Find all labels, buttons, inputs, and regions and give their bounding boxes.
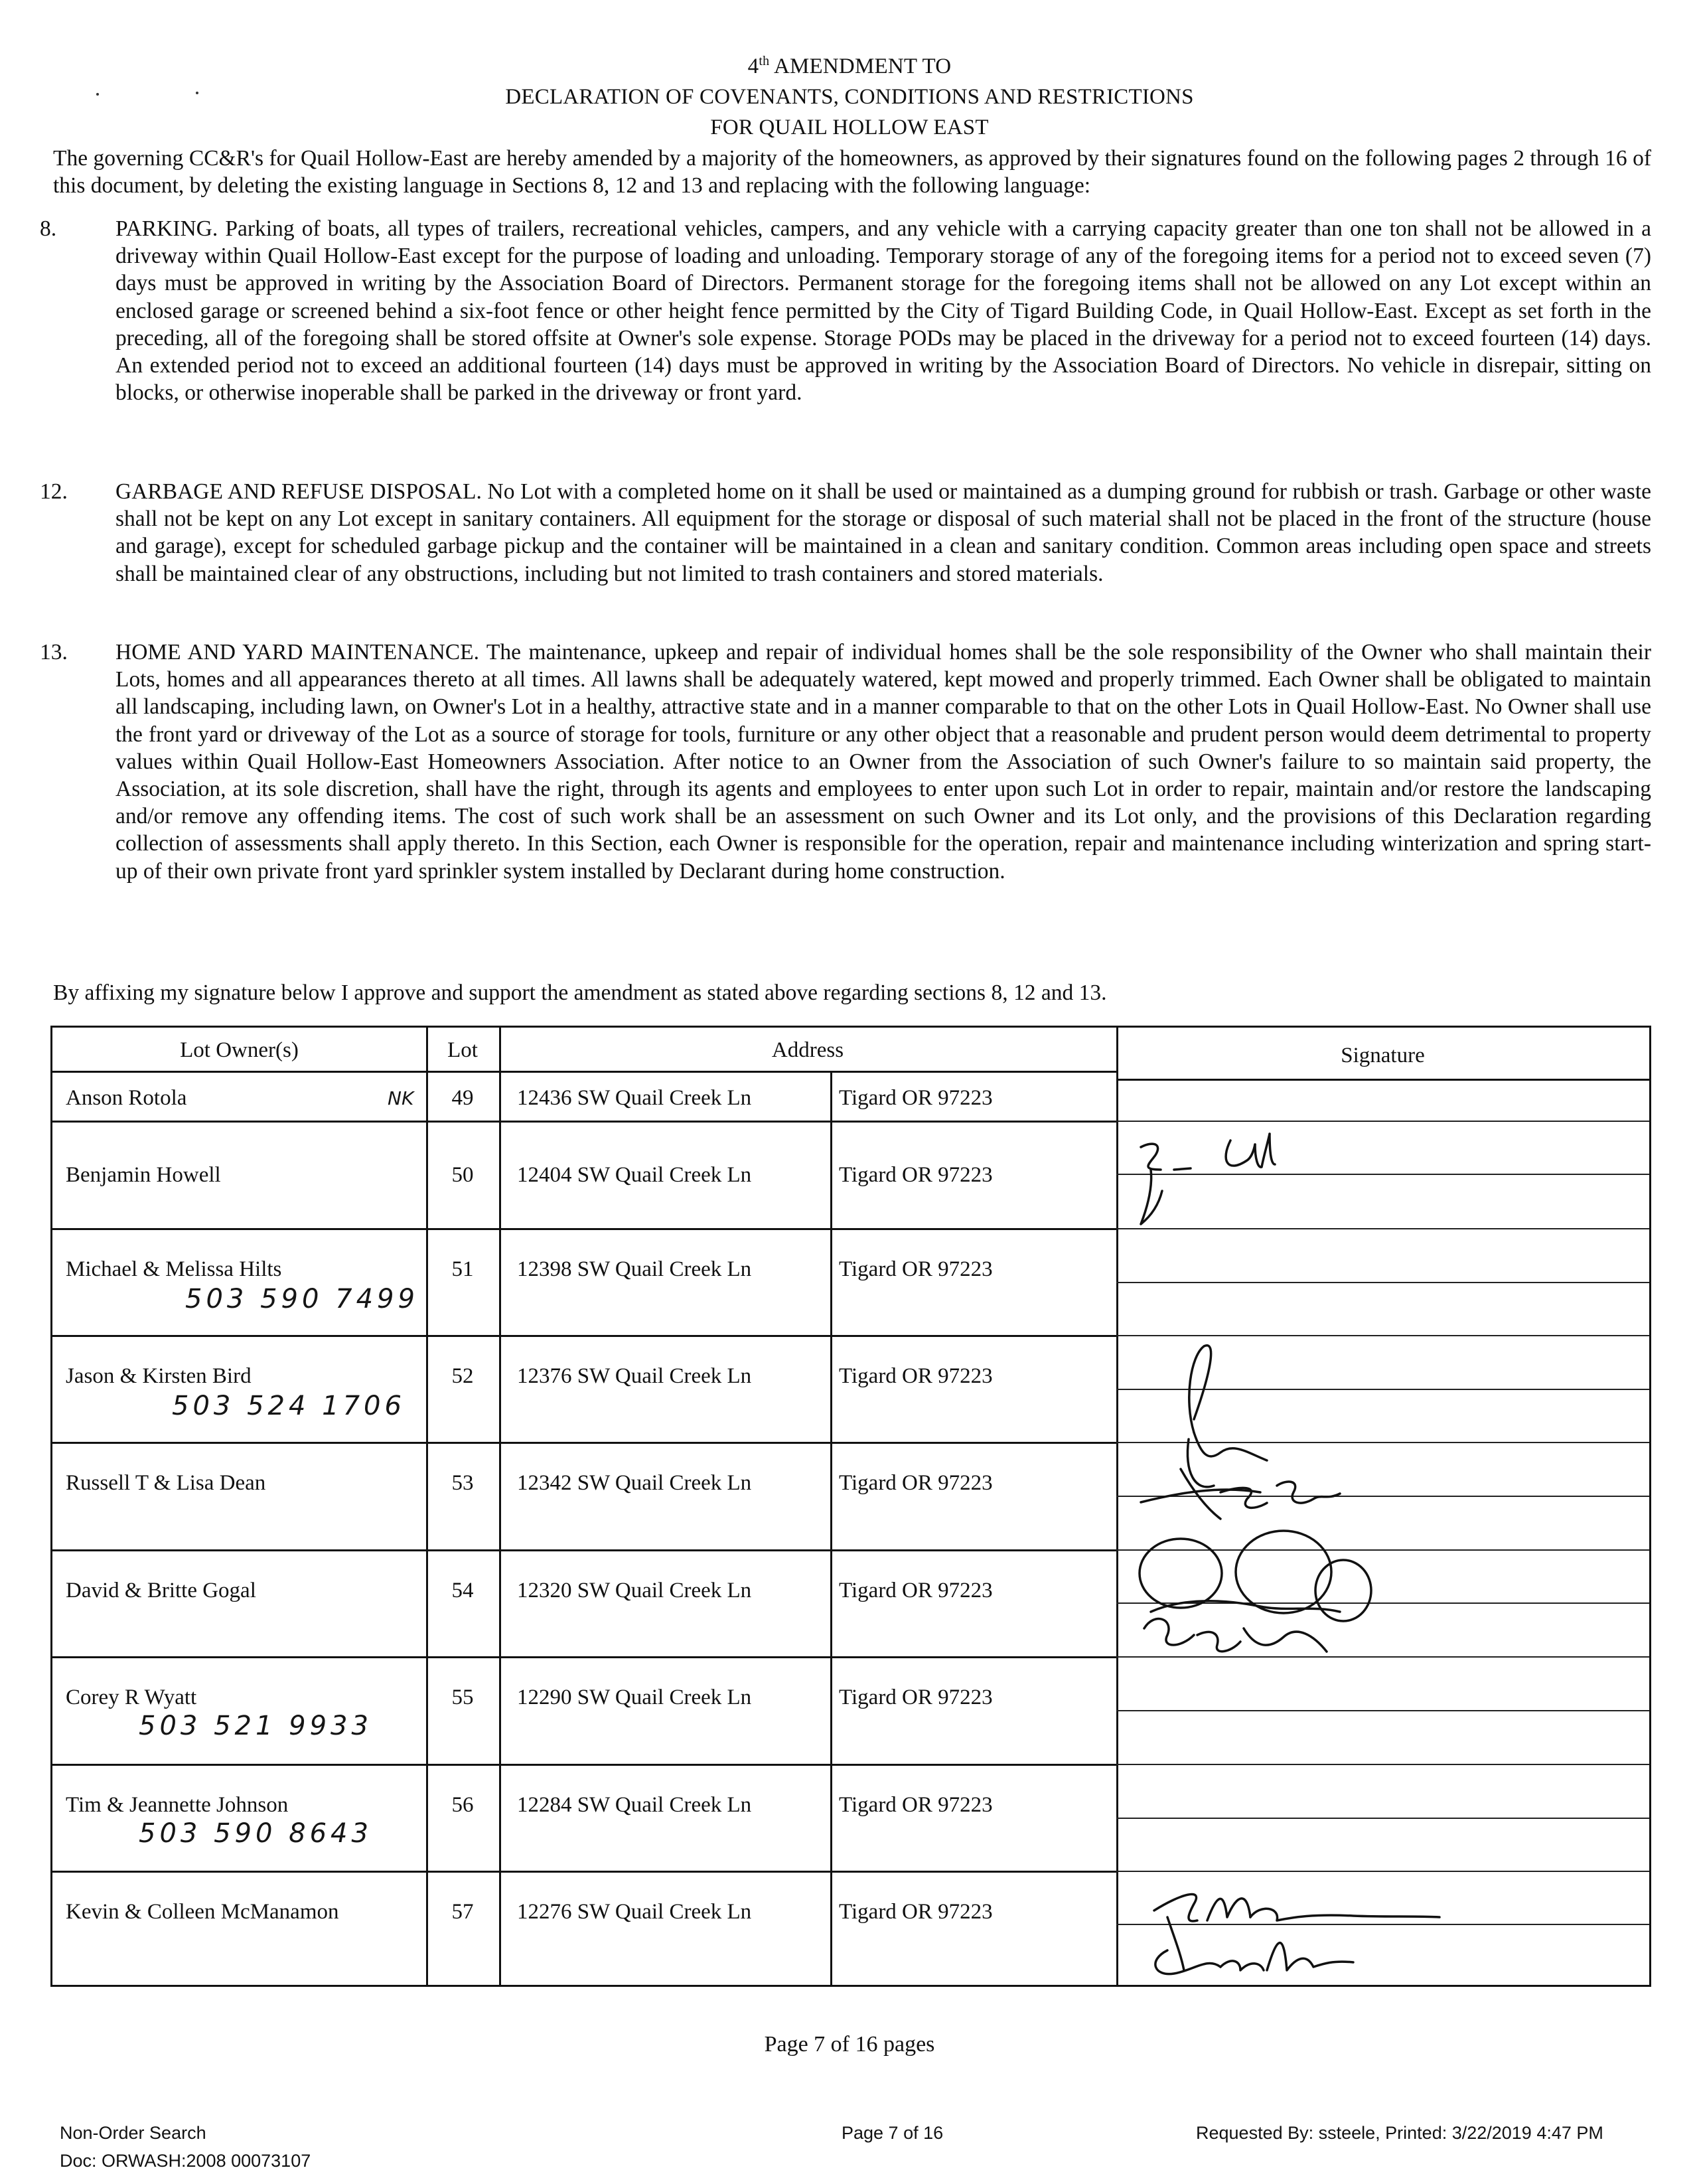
lot-owner: Jason & Kirsten Bird	[66, 1364, 252, 1388]
signature-bird	[1187, 1346, 1267, 1487]
footer-doc-id: Doc: ORWASH:2008 00073107	[60, 2151, 311, 2171]
city-state-zip: Tigard OR 97223	[839, 1257, 993, 1281]
street-address: 12276 SW Quail Creek Ln	[517, 1900, 752, 1924]
street-address: 12404 SW Quail Creek Ln	[517, 1163, 752, 1187]
lot-number: 56	[451, 1793, 474, 1817]
header-signature: Signature	[1341, 1044, 1425, 1067]
clause-number: 12.	[40, 479, 68, 504]
lot-number: 55	[451, 1685, 474, 1709]
clause-number: 13.	[40, 640, 68, 664]
intro-paragraph: The governing CC&R's for Quail Hollow-East are hereby amended by a majority of the homeowners, as approved by their signatures found on the following pages 2 through 16 of this document, by deleting the existing language in Sections 8, 12 and 13 and replacing with the following language:	[53, 146, 1651, 198]
handwritten-note: NK	[388, 1087, 414, 1109]
clause-number: 8.	[40, 216, 57, 241]
street-address: 12284 SW Quail Creek Ln	[517, 1793, 752, 1817]
lot-owner: David & Britte Gogal	[66, 1579, 256, 1602]
lot-owner: Corey R Wyatt	[66, 1685, 197, 1709]
handwritten-phone: 503 524 1706	[172, 1391, 406, 1421]
signature-howell	[1141, 1134, 1275, 1224]
title-line-1: 4th AMENDMENT TO	[747, 54, 952, 78]
lot-owner: Benjamin Howell	[66, 1163, 221, 1187]
signature-table	[50, 1026, 1651, 1987]
approval-statement: By affixing my signature below I approve and support the amendment as stated above regarding sections 8, 12 and 13.	[53, 980, 1107, 1005]
lot-number: 49	[451, 1086, 474, 1110]
footer-page: Page 7 of 16	[842, 2123, 944, 2143]
lot-number: 52	[451, 1364, 474, 1388]
city-state-zip: Tigard OR 97223	[839, 1793, 993, 1817]
title-line-3: FOR QUAIL HOLLOW EAST	[710, 116, 989, 139]
city-state-zip: Tigard OR 97223	[839, 1086, 993, 1110]
title-line-2: DECLARATION OF COVENANTS, CONDITIONS AND RESTRICTIONS	[505, 85, 1194, 109]
handwritten-phone: 503 590 8643	[139, 1818, 372, 1849]
city-state-zip: Tigard OR 97223	[839, 1685, 993, 1709]
lot-owner: Anson Rotola	[66, 1086, 187, 1110]
lot-number: 50	[451, 1163, 474, 1187]
lot-number: 51	[451, 1257, 474, 1281]
street-address: 12320 SW Quail Creek Ln	[517, 1579, 752, 1602]
clause-text: PARKING. Parking of boats, all types of trailers, recreational vehicles, campers, and any vehicle with a carrying capacity greater than one ton shall not be allowed in a driveway within Quail Hollow-East except for the purpose of loading and unloading. Temporary storage of any of the foregoing items for a period not to exceed seven (7) days must be approved in writing by the Association Board of Directors. Permanent storage for the foregoing items shall not be allowed on any Lot except within an enclosed garage or screened behind a six-foot fence or other height fence permitted by the City of Tigard Building Code, in Quail Hollow-East. Except as set forth in the preceding, all of the foregoing shall be stored offsite at Owner's sole expense. Storage PODs may be placed in the driveway for a period not to exceed fourteen (14) days. An extended period not to exceed an additional fourteen (14) days must be approved in writing by the Association Board of Directors. No vehicle in disrepair, sitting on blocks, or otherwise inoperable shall be parked in the driveway or front yard.	[115, 216, 1651, 406]
city-state-zip: Tigard OR 97223	[839, 1364, 993, 1388]
signatures-layer	[52, 1028, 1649, 1985]
signature-mcmanamon	[1154, 1895, 1440, 1974]
street-address: 12342 SW Quail Creek Ln	[517, 1471, 752, 1495]
signature-gogal	[1140, 1531, 1371, 1652]
lot-owner: Kevin & Colleen McManamon	[66, 1900, 339, 1924]
lot-number: 53	[451, 1471, 474, 1495]
page-number: Page 7 of 16 pages	[764, 2032, 935, 2057]
city-state-zip: Tigard OR 97223	[839, 1163, 993, 1187]
signature-dean	[1141, 1469, 1340, 1519]
header-address: Address	[499, 1028, 1116, 1073]
city-state-zip: Tigard OR 97223	[839, 1579, 993, 1602]
street-address: 12376 SW Quail Creek Ln	[517, 1364, 752, 1388]
clause-text: HOME AND YARD MAINTENANCE. The maintenance, upkeep and repair of individual homes shall be the sole responsibility of the Owner who shall maintain their Lots, homes and all appearances thereto at all times. All lawns shall be adequately watered, kept mowed and properly trimmed. Each Owner shall be obligated to maintain all landscaping, including lawn, on Owner's Lot in a healthy, attractive state and in a manner comparable to that on the other Lots in Quail Hollow-East. No Owner shall use the front yard or driveway of the Lot as a source of storage for tools, furniture or any other object that a reasonable and prudent person would deem detrimental to property values within Quail Hollow-East Homeowners Association. After notice to an Owner from the Association of such Owner's failure to so maintain said property, the Association, at its sole discretion, shall have the right, through its agents and employees to enter upon such Lot in order to repair, maintain and/or restore the landscaping and/or remove any offending items. The cost of such work shall be an assessment on such Owner and its Lot only, and the provisions of this Declaration regarding collection of assessments shall apply thereto. In this Section, each Owner is responsible for the operation, repair and maintenance including winterization and spring start-up of their own private front yard sprinkler system installed by Declarant during home construction.	[115, 640, 1651, 884]
handwritten-phone: 503 521 9933	[139, 1711, 372, 1741]
footer-requested-by: Requested By: ssteele, Printed: 3/22/2019 4:47 PM	[1196, 2123, 1603, 2143]
lot-owner: Michael & Melissa Hilts	[66, 1257, 282, 1281]
lot-number: 57	[451, 1900, 474, 1924]
footer-search-type: Non-Order Search	[60, 2123, 206, 2143]
street-address: 12436 SW Quail Creek Ln	[517, 1086, 752, 1110]
city-state-zip: Tigard OR 97223	[839, 1471, 993, 1495]
lot-owner: Russell T & Lisa Dean	[66, 1471, 266, 1495]
lot-number: 54	[451, 1579, 474, 1602]
header-lot-owner: Lot Owner(s)	[52, 1028, 426, 1073]
clause-text: GARBAGE AND REFUSE DISPOSAL. No Lot with a completed home on it shall be used or maintained as a dumping ground for rubbish or trash. Garbage or other waste shall not be kept on any Lot except in sanitary containers. All equipment for the storage or disposal of such material shall not be placed in the front of the structure (house and garage), except for scheduled garbage pickup and the container will be maintained in a clean and sanitary condition. Common areas including open space and streets shall be maintained clear of any obstructions, including but not limited to trash containers and stored materials.	[115, 479, 1651, 586]
lot-owner: Tim & Jeannette Johnson	[66, 1793, 289, 1817]
header-lot: Lot	[426, 1028, 499, 1073]
city-state-zip: Tigard OR 97223	[839, 1900, 993, 1924]
street-address: 12398 SW Quail Creek Ln	[517, 1257, 752, 1281]
street-address: 12290 SW Quail Creek Ln	[517, 1685, 752, 1709]
handwritten-phone: 503 590 7499	[185, 1284, 419, 1314]
